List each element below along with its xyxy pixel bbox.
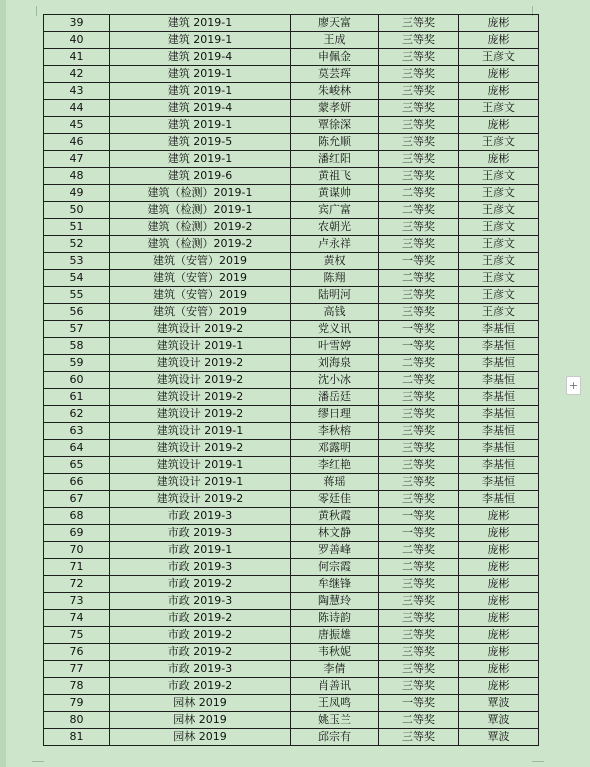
cell-teacher[interactable]: 王彦文 [459, 287, 539, 304]
table-row [44, 117, 539, 134]
table-row [44, 389, 539, 406]
cell-class[interactable]: 市政 2019-3 [110, 508, 291, 525]
cell-award[interactable]: 三等奖 [379, 83, 459, 100]
cell-teacher[interactable]: 李基恒 [459, 321, 539, 338]
cell-number[interactable]: 68 [44, 508, 110, 525]
cell-number[interactable]: 77 [44, 661, 110, 678]
cell-name[interactable]: 陈允顺 [291, 134, 379, 151]
cell-class[interactable]: 建筑 2019-1 [110, 32, 291, 49]
table-row [44, 151, 539, 168]
cell-class[interactable]: 建筑（安管）2019 [110, 287, 291, 304]
cell-class[interactable]: 市政 2019-3 [110, 661, 291, 678]
cell-name[interactable]: 李秋榕 [291, 423, 379, 440]
margin-corner-mark [532, 761, 544, 762]
cell-name[interactable]: 肖善讯 [291, 678, 379, 695]
cell-class[interactable]: 市政 2019-2 [110, 610, 291, 627]
cell-award[interactable]: 二等奖 [379, 712, 459, 729]
cell-name[interactable]: 罗善峰 [291, 542, 379, 559]
cell-class[interactable]: 建筑（检测）2019-1 [110, 202, 291, 219]
table-row [44, 593, 539, 610]
cell-number[interactable]: 42 [44, 66, 110, 83]
cell-number[interactable]: 58 [44, 338, 110, 355]
cell-award[interactable]: 三等奖 [379, 66, 459, 83]
cell-number[interactable]: 40 [44, 32, 110, 49]
cell-number[interactable]: 70 [44, 542, 110, 559]
table-row [44, 644, 539, 661]
cell-award[interactable]: 二等奖 [379, 542, 459, 559]
table-row [44, 202, 539, 219]
cell-number[interactable]: 59 [44, 355, 110, 372]
cell-award[interactable]: 三等奖 [379, 168, 459, 185]
table-row [44, 49, 539, 66]
table-row [44, 542, 539, 559]
cell-name[interactable]: 陈诗韵 [291, 610, 379, 627]
cell-award[interactable]: 三等奖 [379, 576, 459, 593]
cell-number[interactable]: 50 [44, 202, 110, 219]
cell-class[interactable]: 市政 2019-2 [110, 627, 291, 644]
cell-teacher[interactable]: 庞彬 [459, 627, 539, 644]
cell-teacher[interactable]: 庞彬 [459, 593, 539, 610]
cell-name[interactable]: 朱峻林 [291, 83, 379, 100]
cell-class[interactable]: 市政 2019-3 [110, 525, 291, 542]
cell-class[interactable]: 建筑 2019-1 [110, 15, 291, 32]
table-row [44, 559, 539, 576]
cell-number[interactable]: 73 [44, 593, 110, 610]
table-row [44, 729, 539, 746]
cell-name[interactable]: 莫芸珲 [291, 66, 379, 83]
cell-class[interactable]: 建筑（检测）2019-2 [110, 219, 291, 236]
cell-number[interactable]: 80 [44, 712, 110, 729]
cell-class[interactable]: 建筑（安管）2019 [110, 304, 291, 321]
cell-award[interactable]: 一等奖 [379, 338, 459, 355]
table-row [44, 66, 539, 83]
cell-award[interactable]: 二等奖 [379, 202, 459, 219]
cell-number[interactable]: 69 [44, 525, 110, 542]
cell-award[interactable]: 三等奖 [379, 678, 459, 695]
table-row [44, 32, 539, 49]
cell-number[interactable]: 47 [44, 151, 110, 168]
cell-class[interactable]: 建筑（安管）2019 [110, 253, 291, 270]
table-row [44, 678, 539, 695]
cell-name[interactable]: 李红艳 [291, 457, 379, 474]
cell-name[interactable]: 蒋瑶 [291, 474, 379, 491]
cell-class[interactable]: 园林 2019 [110, 712, 291, 729]
cell-number[interactable]: 56 [44, 304, 110, 321]
table-row [44, 304, 539, 321]
cell-number[interactable]: 49 [44, 185, 110, 202]
cell-class[interactable]: 建筑设计 2019-2 [110, 389, 291, 406]
cell-number[interactable]: 54 [44, 270, 110, 287]
cell-teacher[interactable]: 庞彬 [459, 15, 539, 32]
cell-class[interactable]: 建筑设计 2019-2 [110, 372, 291, 389]
cell-number[interactable]: 51 [44, 219, 110, 236]
cell-name[interactable]: 覃徐深 [291, 117, 379, 134]
cell-teacher[interactable]: 庞彬 [459, 576, 539, 593]
cell-teacher[interactable]: 庞彬 [459, 678, 539, 695]
cell-number[interactable]: 67 [44, 491, 110, 508]
cell-award[interactable]: 二等奖 [379, 559, 459, 576]
cell-name[interactable]: 邓露明 [291, 440, 379, 457]
cell-teacher[interactable]: 李基恒 [459, 474, 539, 491]
table-row [44, 627, 539, 644]
cell-teacher[interactable]: 庞彬 [459, 83, 539, 100]
cell-award[interactable]: 三等奖 [379, 627, 459, 644]
add-row-button[interactable] [566, 376, 581, 395]
cell-teacher[interactable]: 王彦文 [459, 202, 539, 219]
cell-award[interactable]: 三等奖 [379, 644, 459, 661]
cell-teacher[interactable]: 庞彬 [459, 644, 539, 661]
cell-number[interactable]: 79 [44, 695, 110, 712]
cell-class[interactable]: 市政 2019-3 [110, 593, 291, 610]
cell-teacher[interactable]: 庞彬 [459, 559, 539, 576]
table-row [44, 576, 539, 593]
cell-award[interactable]: 三等奖 [379, 15, 459, 32]
cell-number[interactable]: 60 [44, 372, 110, 389]
cell-award[interactable]: 二等奖 [379, 372, 459, 389]
award-table [43, 14, 539, 746]
cell-teacher[interactable]: 庞彬 [459, 661, 539, 678]
cell-award[interactable]: 一等奖 [379, 508, 459, 525]
cell-class[interactable]: 建筑 2019-4 [110, 49, 291, 66]
cell-teacher[interactable]: 覃波 [459, 712, 539, 729]
cell-class[interactable]: 建筑（检测）2019-2 [110, 236, 291, 253]
cell-name[interactable]: 黄谋帅 [291, 185, 379, 202]
table-row [44, 321, 539, 338]
table-row [44, 406, 539, 423]
cell-teacher[interactable]: 李基恒 [459, 389, 539, 406]
cell-award[interactable]: 二等奖 [379, 355, 459, 372]
cell-number[interactable]: 65 [44, 457, 110, 474]
cell-number[interactable]: 53 [44, 253, 110, 270]
cell-class[interactable]: 建筑 2019-1 [110, 83, 291, 100]
plus-icon: + [568, 379, 579, 392]
cell-name[interactable]: 姚玉兰 [291, 712, 379, 729]
cell-teacher[interactable]: 王彦文 [459, 304, 539, 321]
cell-class[interactable]: 市政 2019-2 [110, 576, 291, 593]
margin-corner-mark [32, 761, 44, 762]
cell-number[interactable]: 48 [44, 168, 110, 185]
cell-name[interactable]: 农朝光 [291, 219, 379, 236]
cell-teacher[interactable]: 王彦文 [459, 185, 539, 202]
cell-name[interactable]: 潘红阳 [291, 151, 379, 168]
cell-award[interactable]: 二等奖 [379, 185, 459, 202]
cell-teacher[interactable]: 李基恒 [459, 423, 539, 440]
table-row [44, 168, 539, 185]
cell-name[interactable]: 陶慧玲 [291, 593, 379, 610]
table-row [44, 338, 539, 355]
table-row [44, 287, 539, 304]
table-row [44, 253, 539, 270]
cell-award[interactable]: 三等奖 [379, 610, 459, 627]
cell-number[interactable]: 43 [44, 83, 110, 100]
cell-class[interactable]: 建筑设计 2019-2 [110, 440, 291, 457]
cell-award[interactable]: 三等奖 [379, 457, 459, 474]
cell-teacher[interactable]: 王彦文 [459, 100, 539, 117]
cell-teacher[interactable]: 王彦文 [459, 49, 539, 66]
cell-class[interactable]: 建筑设计 2019-1 [110, 423, 291, 440]
cell-name[interactable]: 宾广富 [291, 202, 379, 219]
cell-teacher[interactable]: 王彦文 [459, 219, 539, 236]
table-row [44, 525, 539, 542]
cell-name[interactable]: 黄秋霞 [291, 508, 379, 525]
cell-class[interactable]: 建筑设计 2019-2 [110, 491, 291, 508]
cell-name[interactable]: 党义讯 [291, 321, 379, 338]
cell-name[interactable]: 牟继锋 [291, 576, 379, 593]
cell-teacher[interactable]: 庞彬 [459, 32, 539, 49]
cell-class[interactable]: 建筑设计 2019-1 [110, 474, 291, 491]
cell-name[interactable]: 何宗霞 [291, 559, 379, 576]
cell-class[interactable]: 建筑设计 2019-2 [110, 355, 291, 372]
cell-number[interactable]: 39 [44, 15, 110, 32]
cell-teacher[interactable]: 王彦文 [459, 270, 539, 287]
cell-class[interactable]: 市政 2019-2 [110, 678, 291, 695]
margin-corner-mark [26, 6, 37, 16]
cell-teacher[interactable]: 庞彬 [459, 508, 539, 525]
cell-teacher[interactable]: 李基恒 [459, 457, 539, 474]
cell-award[interactable]: 三等奖 [379, 593, 459, 610]
cell-name[interactable]: 卢永祥 [291, 236, 379, 253]
cell-class[interactable]: 市政 2019-1 [110, 542, 291, 559]
cell-name[interactable]: 黄权 [291, 253, 379, 270]
cell-number[interactable]: 66 [44, 474, 110, 491]
cell-award[interactable]: 三等奖 [379, 287, 459, 304]
cell-number[interactable]: 55 [44, 287, 110, 304]
cell-number[interactable]: 52 [44, 236, 110, 253]
cell-award[interactable]: 三等奖 [379, 134, 459, 151]
table-row [44, 661, 539, 678]
cell-class[interactable]: 建筑 2019-1 [110, 117, 291, 134]
cell-number[interactable]: 81 [44, 729, 110, 746]
cell-award[interactable]: 三等奖 [379, 661, 459, 678]
cell-teacher[interactable]: 李基恒 [459, 440, 539, 457]
table-row [44, 134, 539, 151]
cell-teacher[interactable]: 庞彬 [459, 525, 539, 542]
cell-name[interactable]: 林文静 [291, 525, 379, 542]
cell-teacher[interactable]: 覃波 [459, 695, 539, 712]
cell-teacher[interactable]: 李基恒 [459, 338, 539, 355]
cell-teacher[interactable]: 庞彬 [459, 151, 539, 168]
table-row [44, 185, 539, 202]
cell-award[interactable]: 三等奖 [379, 32, 459, 49]
cell-name[interactable]: 沈小冰 [291, 372, 379, 389]
cell-award[interactable]: 一等奖 [379, 525, 459, 542]
cell-name[interactable]: 王凤鸣 [291, 695, 379, 712]
table-row [44, 236, 539, 253]
cell-name[interactable]: 申佩金 [291, 49, 379, 66]
cell-award[interactable]: 三等奖 [379, 49, 459, 66]
cell-award[interactable]: 三等奖 [379, 117, 459, 134]
cell-number[interactable]: 57 [44, 321, 110, 338]
cell-class[interactable]: 建筑 2019-1 [110, 66, 291, 83]
cell-award[interactable]: 三等奖 [379, 100, 459, 117]
cell-award[interactable]: 三等奖 [379, 491, 459, 508]
cell-teacher[interactable]: 李基恒 [459, 372, 539, 389]
cell-award[interactable]: 一等奖 [379, 253, 459, 270]
cell-teacher[interactable]: 庞彬 [459, 117, 539, 134]
cell-name[interactable]: 韦秋妮 [291, 644, 379, 661]
cell-number[interactable]: 62 [44, 406, 110, 423]
cell-award[interactable]: 三等奖 [379, 304, 459, 321]
cell-name[interactable]: 廖天富 [291, 15, 379, 32]
cell-teacher[interactable]: 李基恒 [459, 491, 539, 508]
cell-name[interactable]: 唐振雄 [291, 627, 379, 644]
cell-name[interactable]: 零廷佳 [291, 491, 379, 508]
cell-teacher[interactable]: 庞彬 [459, 66, 539, 83]
table-row [44, 474, 539, 491]
cell-class[interactable]: 建筑 2019-6 [110, 168, 291, 185]
cell-number[interactable]: 46 [44, 134, 110, 151]
table-row [44, 610, 539, 627]
cell-name[interactable]: 叶雪婷 [291, 338, 379, 355]
cell-name[interactable]: 潘岳廷 [291, 389, 379, 406]
cell-class[interactable]: 市政 2019-2 [110, 644, 291, 661]
cell-number[interactable]: 63 [44, 423, 110, 440]
cell-class[interactable]: 建筑 2019-5 [110, 134, 291, 151]
cell-name[interactable]: 王成 [291, 32, 379, 49]
cell-award[interactable]: 一等奖 [379, 321, 459, 338]
cell-name[interactable]: 蒙孝妍 [291, 100, 379, 117]
cell-award[interactable]: 三等奖 [379, 440, 459, 457]
cell-teacher[interactable]: 李基恒 [459, 355, 539, 372]
table-row [44, 712, 539, 729]
page-margin [0, 0, 6, 767]
cell-award[interactable]: 三等奖 [379, 474, 459, 491]
cell-number[interactable]: 75 [44, 627, 110, 644]
cell-name[interactable]: 缪日理 [291, 406, 379, 423]
table-row [44, 100, 539, 117]
cell-class[interactable]: 建筑 2019-4 [110, 100, 291, 117]
cell-number[interactable]: 61 [44, 389, 110, 406]
cell-name[interactable]: 陈翔 [291, 270, 379, 287]
cell-class[interactable]: 园林 2019 [110, 729, 291, 746]
table-row [44, 440, 539, 457]
cell-number[interactable]: 64 [44, 440, 110, 457]
cell-award[interactable]: 三等奖 [379, 236, 459, 253]
cell-class[interactable]: 建筑设计 2019-2 [110, 406, 291, 423]
cell-name[interactable]: 刘海泉 [291, 355, 379, 372]
cell-name[interactable]: 李倩 [291, 661, 379, 678]
cell-name[interactable]: 陆明河 [291, 287, 379, 304]
cell-award[interactable]: 三等奖 [379, 389, 459, 406]
cell-teacher[interactable]: 覃波 [459, 729, 539, 746]
cell-class[interactable]: 建筑（安管）2019 [110, 270, 291, 287]
cell-class[interactable]: 建筑（检测）2019-1 [110, 185, 291, 202]
table-row [44, 219, 539, 236]
cell-number[interactable]: 78 [44, 678, 110, 695]
table-row [44, 695, 539, 712]
cell-award[interactable]: 三等奖 [379, 219, 459, 236]
table-row [44, 423, 539, 440]
cell-class[interactable]: 建筑设计 2019-2 [110, 321, 291, 338]
cell-number[interactable]: 72 [44, 576, 110, 593]
cell-award[interactable]: 一等奖 [379, 695, 459, 712]
table-row [44, 372, 539, 389]
cell-number[interactable]: 71 [44, 559, 110, 576]
cell-number[interactable]: 74 [44, 610, 110, 627]
cell-award[interactable]: 三等奖 [379, 406, 459, 423]
cell-award[interactable]: 二等奖 [379, 270, 459, 287]
cell-name[interactable]: 黄祖飞 [291, 168, 379, 185]
table-row [44, 355, 539, 372]
cell-class[interactable]: 园林 2019 [110, 695, 291, 712]
cell-class[interactable]: 建筑设计 2019-1 [110, 338, 291, 355]
table-row [44, 15, 539, 32]
cell-name[interactable]: 邱宗有 [291, 729, 379, 746]
cell-number[interactable]: 76 [44, 644, 110, 661]
cell-number[interactable]: 41 [44, 49, 110, 66]
table-row [44, 508, 539, 525]
cell-teacher[interactable]: 庞彬 [459, 542, 539, 559]
cell-award[interactable]: 三等奖 [379, 729, 459, 746]
cell-class[interactable]: 建筑 2019-1 [110, 151, 291, 168]
cell-teacher[interactable]: 王彦文 [459, 253, 539, 270]
cell-teacher[interactable]: 王彦文 [459, 168, 539, 185]
cell-award[interactable]: 三等奖 [379, 151, 459, 168]
cell-number[interactable]: 45 [44, 117, 110, 134]
cell-teacher[interactable]: 王彦文 [459, 134, 539, 151]
table-row [44, 83, 539, 100]
cell-teacher[interactable]: 庞彬 [459, 610, 539, 627]
cell-class[interactable]: 市政 2019-3 [110, 559, 291, 576]
table-row [44, 457, 539, 474]
table-row [44, 270, 539, 287]
cell-teacher[interactable]: 王彦文 [459, 236, 539, 253]
award-table-body [44, 15, 539, 746]
cell-award[interactable]: 三等奖 [379, 423, 459, 440]
cell-class[interactable]: 建筑设计 2019-1 [110, 457, 291, 474]
cell-number[interactable]: 44 [44, 100, 110, 117]
table-row [44, 491, 539, 508]
cell-teacher[interactable]: 李基恒 [459, 406, 539, 423]
cell-name[interactable]: 高钱 [291, 304, 379, 321]
